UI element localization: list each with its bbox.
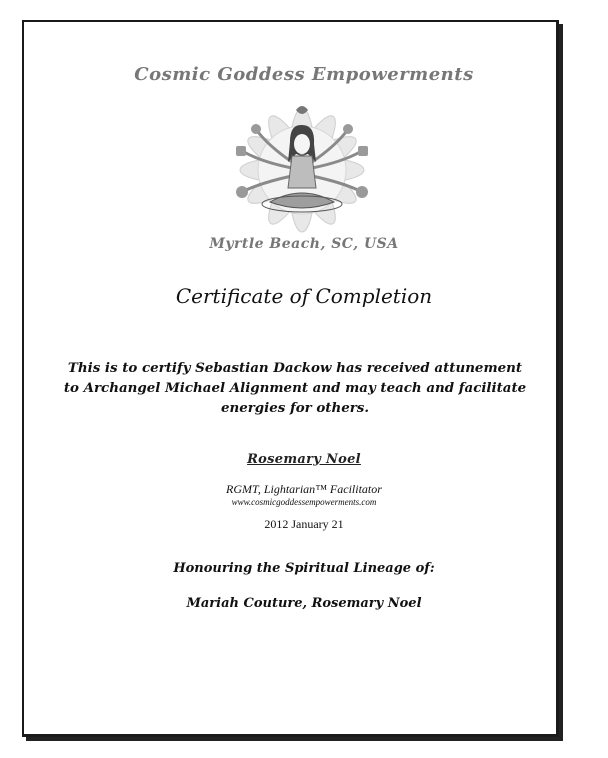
- lineage-heading: Honouring the Spiritual Lineage of:: [173, 561, 435, 576]
- goddess-logo-icon: [192, 92, 412, 242]
- signature-name: Rosemary Noel: [247, 452, 361, 467]
- facilitator-title: RGMT, Lightarian™ Facilitator: [226, 482, 382, 496]
- certificate-body: This is to certify Sebastian Dackow has received attunement to Archangel Michael Alignment and may teach and facilitate energies for others.: [63, 360, 527, 416]
- certificate-date: 2012 January 21: [264, 517, 344, 531]
- logo-title: Cosmic Goddess Empowerments: [134, 64, 474, 85]
- signature: [0, 452, 608, 467]
- lineage-names: Mariah Couture, Rosemary Noel: [186, 596, 422, 611]
- certificate-title: Certificate of Completion: [175, 284, 433, 308]
- logo-location: Myrtle Beach, SC, USA: [209, 236, 399, 252]
- website-text: www.cosmicgoddessempowerments.com: [231, 497, 377, 507]
